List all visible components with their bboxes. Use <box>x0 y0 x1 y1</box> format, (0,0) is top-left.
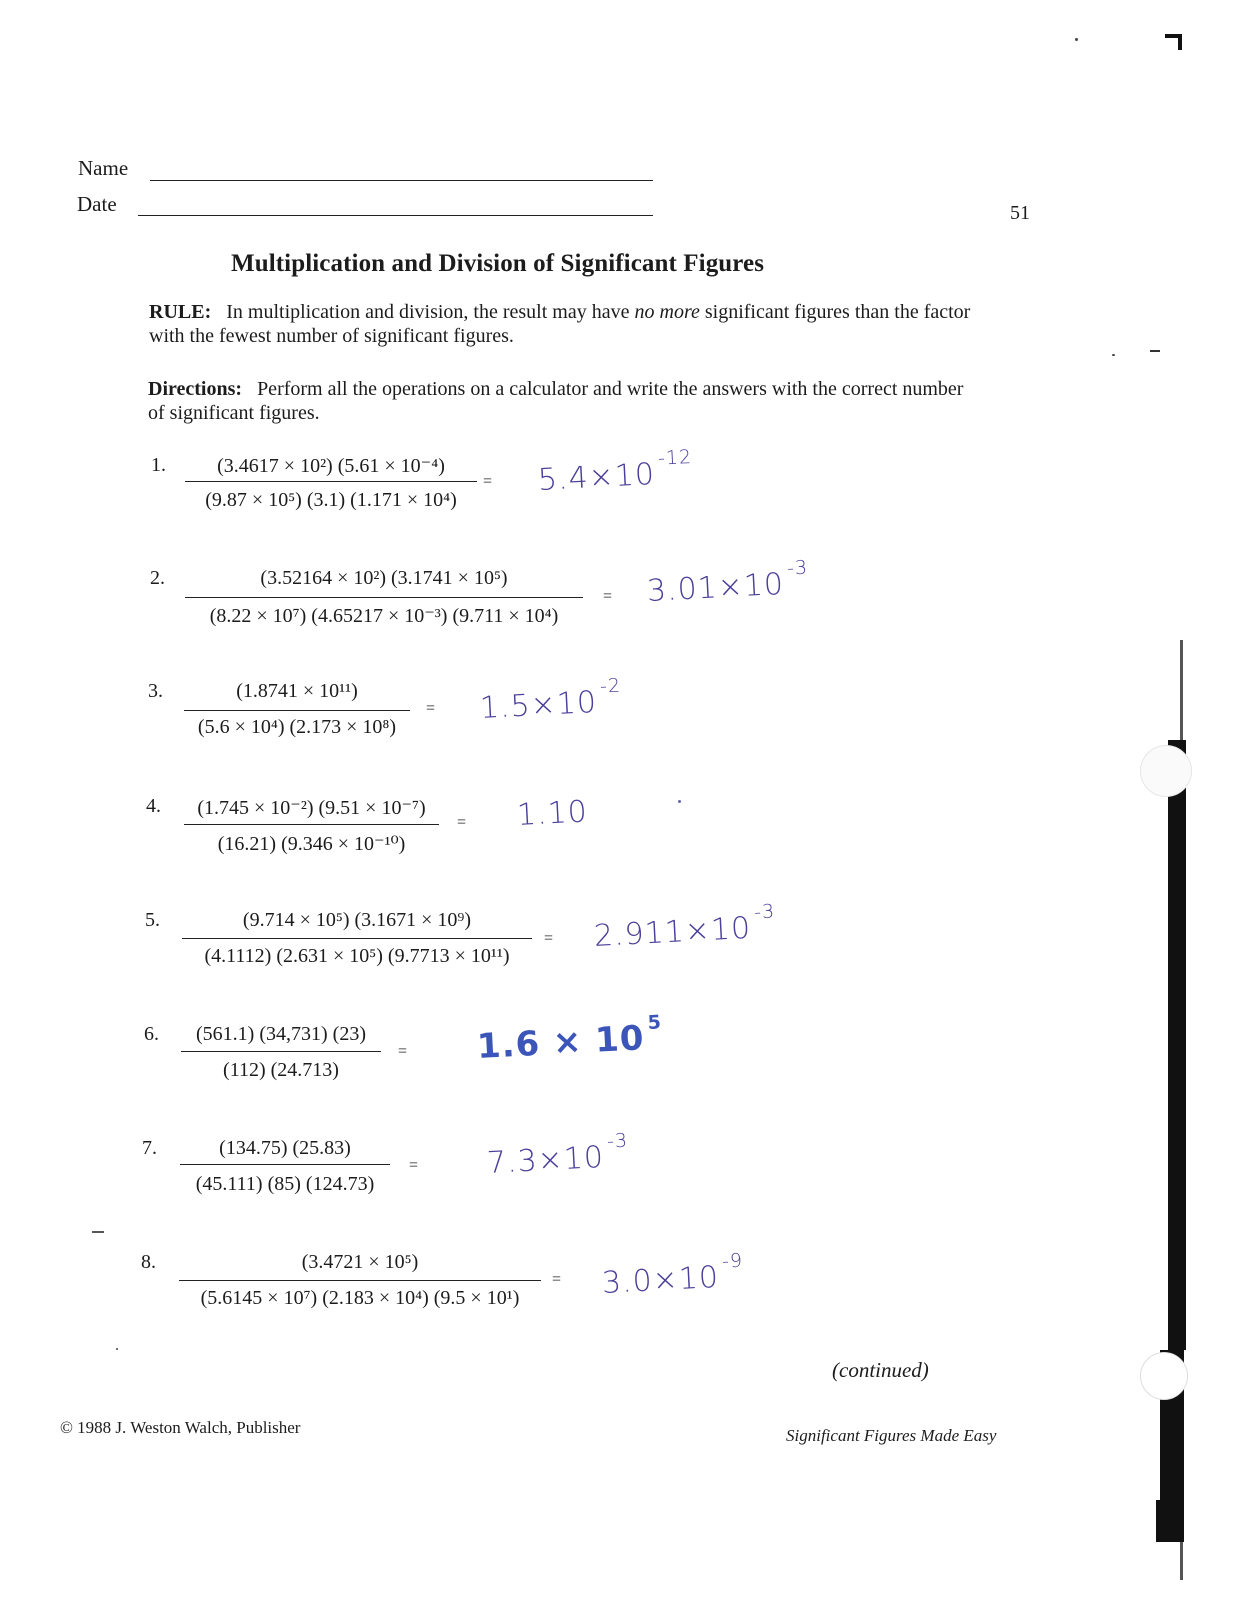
problem-number: 2. <box>150 567 165 589</box>
fraction-bar <box>185 481 477 482</box>
problem-number: 3. <box>148 680 163 702</box>
answer-mantissa: 2.911×10 <box>593 910 752 954</box>
page-number: 51 <box>1010 202 1030 224</box>
speck <box>678 800 681 803</box>
denominator: (4.1112) (2.631 × 10⁵) (9.7713 × 10¹¹) <box>204 945 510 967</box>
answer-exponent: -2 <box>599 674 622 698</box>
problem-fraction <box>180 1134 390 1204</box>
problem-number: 7. <box>142 1137 157 1159</box>
fraction-bar <box>179 1280 541 1281</box>
answer-exponent <box>590 785 591 807</box>
problem-number: 4. <box>146 795 161 817</box>
page-title: Multiplication and Division of Significant Figures <box>231 250 765 277</box>
directions-label: Directions: <box>148 378 243 400</box>
answer-mantissa: 3.0×10 <box>601 1259 720 1301</box>
numerator: (1.8741 × 10¹¹) <box>236 680 358 702</box>
directions-text: Perform all the operations on a calculator and write the answers with the correct number of significant figures. <box>148 378 964 424</box>
problem-number: 1. <box>151 454 166 476</box>
fraction-bar <box>180 1164 390 1165</box>
handwritten-answer <box>593 900 776 954</box>
handwritten-answer <box>516 793 598 833</box>
handwritten-answer <box>646 556 809 609</box>
date-line[interactable] <box>138 215 653 216</box>
equals-sign: = <box>544 930 554 947</box>
continued-note: (continued) <box>832 1358 929 1382</box>
rule-paragraph <box>149 300 979 348</box>
problem-fraction <box>179 1248 541 1318</box>
numerator: (134.75) (25.83) <box>219 1137 351 1159</box>
equals-sign: = <box>426 700 436 717</box>
denominator: (5.6 × 10⁴) (2.173 × 10⁸) <box>197 716 397 738</box>
problem-number: 8. <box>141 1251 156 1273</box>
numerator: (561.1) (34,731) (23) <box>196 1023 366 1045</box>
directions-paragraph <box>148 377 978 425</box>
equals-sign: = <box>409 1157 419 1174</box>
problem-fraction <box>185 450 477 520</box>
speck <box>92 1231 104 1233</box>
handwritten-answer <box>486 1129 629 1181</box>
scan-edge-corner <box>1156 1500 1184 1542</box>
equals-sign: = <box>483 473 493 490</box>
punch-hole <box>1140 1352 1188 1400</box>
speck <box>1112 354 1115 356</box>
numerator: (3.4617 × 10²) (5.61 × 10⁻⁴) <box>217 455 445 477</box>
rule-label: RULE: <box>149 301 212 323</box>
handwritten-answer <box>601 1249 753 1301</box>
fraction-bar <box>182 938 532 939</box>
problem-number: 5. <box>145 909 160 931</box>
punch-hole <box>1140 745 1192 797</box>
fraction-bar <box>184 824 439 825</box>
problem-fraction <box>182 906 532 976</box>
rule-text-before: In multiplication and division, the result may have <box>226 301 630 323</box>
date-label: Date <box>77 192 117 216</box>
problem-number: 6. <box>144 1023 159 1045</box>
answer-exponent: 5 <box>647 1010 663 1034</box>
equals-sign: = <box>603 588 613 605</box>
rule-text-after: significant figures than the factor with the fewest number of significant figures. <box>149 301 971 347</box>
rule-emphasis: no more <box>634 301 700 323</box>
answer-mantissa: 7.3×10 <box>486 1139 605 1181</box>
book-title: Significant Figures Made Easy <box>786 1426 997 1445</box>
answer-exponent: -9 <box>721 1249 744 1273</box>
denominator: (9.87 × 10⁵) (3.1) (1.171 × 10⁴) <box>205 489 457 511</box>
fraction-bar <box>181 1051 381 1052</box>
answer-mantissa: 1.5×10 <box>479 684 598 726</box>
handwritten-answer <box>479 674 622 726</box>
answer-exponent: -3 <box>753 900 776 924</box>
equals-sign: = <box>398 1043 408 1060</box>
answer-mantissa: 1.10 <box>516 794 589 833</box>
denominator: (112) (24.713) <box>223 1059 339 1081</box>
denominator: (8.22 × 10⁷) (4.65217 × 10⁻³) (9.711 × 10⁴) <box>209 605 559 627</box>
fraction-bar <box>184 710 410 711</box>
numerator: (3.52164 × 10²) (3.1741 × 10⁵) <box>260 567 508 589</box>
fraction-bar <box>185 597 583 598</box>
speck <box>116 1348 118 1350</box>
answer-exponent: -3 <box>786 556 809 580</box>
name-label: Name <box>78 156 129 180</box>
answer-mantissa: 3.01×10 <box>646 566 785 609</box>
name-line[interactable] <box>150 180 653 181</box>
answer-mantissa: 1.6 × 10 <box>475 1018 646 1067</box>
corner-mark <box>1178 34 1182 50</box>
answer-exponent: -3 <box>606 1129 629 1153</box>
speck <box>1075 38 1078 41</box>
answer-exponent: -12 <box>657 445 693 470</box>
edge-tick <box>1150 350 1160 352</box>
handwritten-answer <box>537 445 693 498</box>
problem-fraction <box>185 564 583 634</box>
problem-fraction <box>184 677 410 747</box>
problem-fraction <box>184 792 439 862</box>
denominator: (5.6145 × 10⁷) (2.183 × 10⁴) (9.5 × 10¹) <box>200 1287 520 1309</box>
numerator: (1.745 × 10⁻²) (9.51 × 10⁻⁷) <box>197 797 426 819</box>
numerator: (3.4721 × 10⁵) <box>301 1251 419 1273</box>
denominator: (16.21) (9.346 × 10⁻¹⁰) <box>217 833 406 855</box>
equals-sign: = <box>552 1271 562 1288</box>
handwritten-answer <box>475 1010 663 1067</box>
answer-mantissa: 5.4×10 <box>537 456 656 498</box>
copyright: © 1988 J. Weston Walch, Publisher <box>60 1418 301 1437</box>
scan-edge-shadow <box>1168 740 1186 1350</box>
numerator: (9.714 × 10⁵) (3.1671 × 10⁹) <box>242 909 472 931</box>
denominator: (45.111) (85) (124.73) <box>195 1173 375 1195</box>
problem-fraction <box>181 1020 381 1090</box>
equals-sign: = <box>457 814 467 831</box>
